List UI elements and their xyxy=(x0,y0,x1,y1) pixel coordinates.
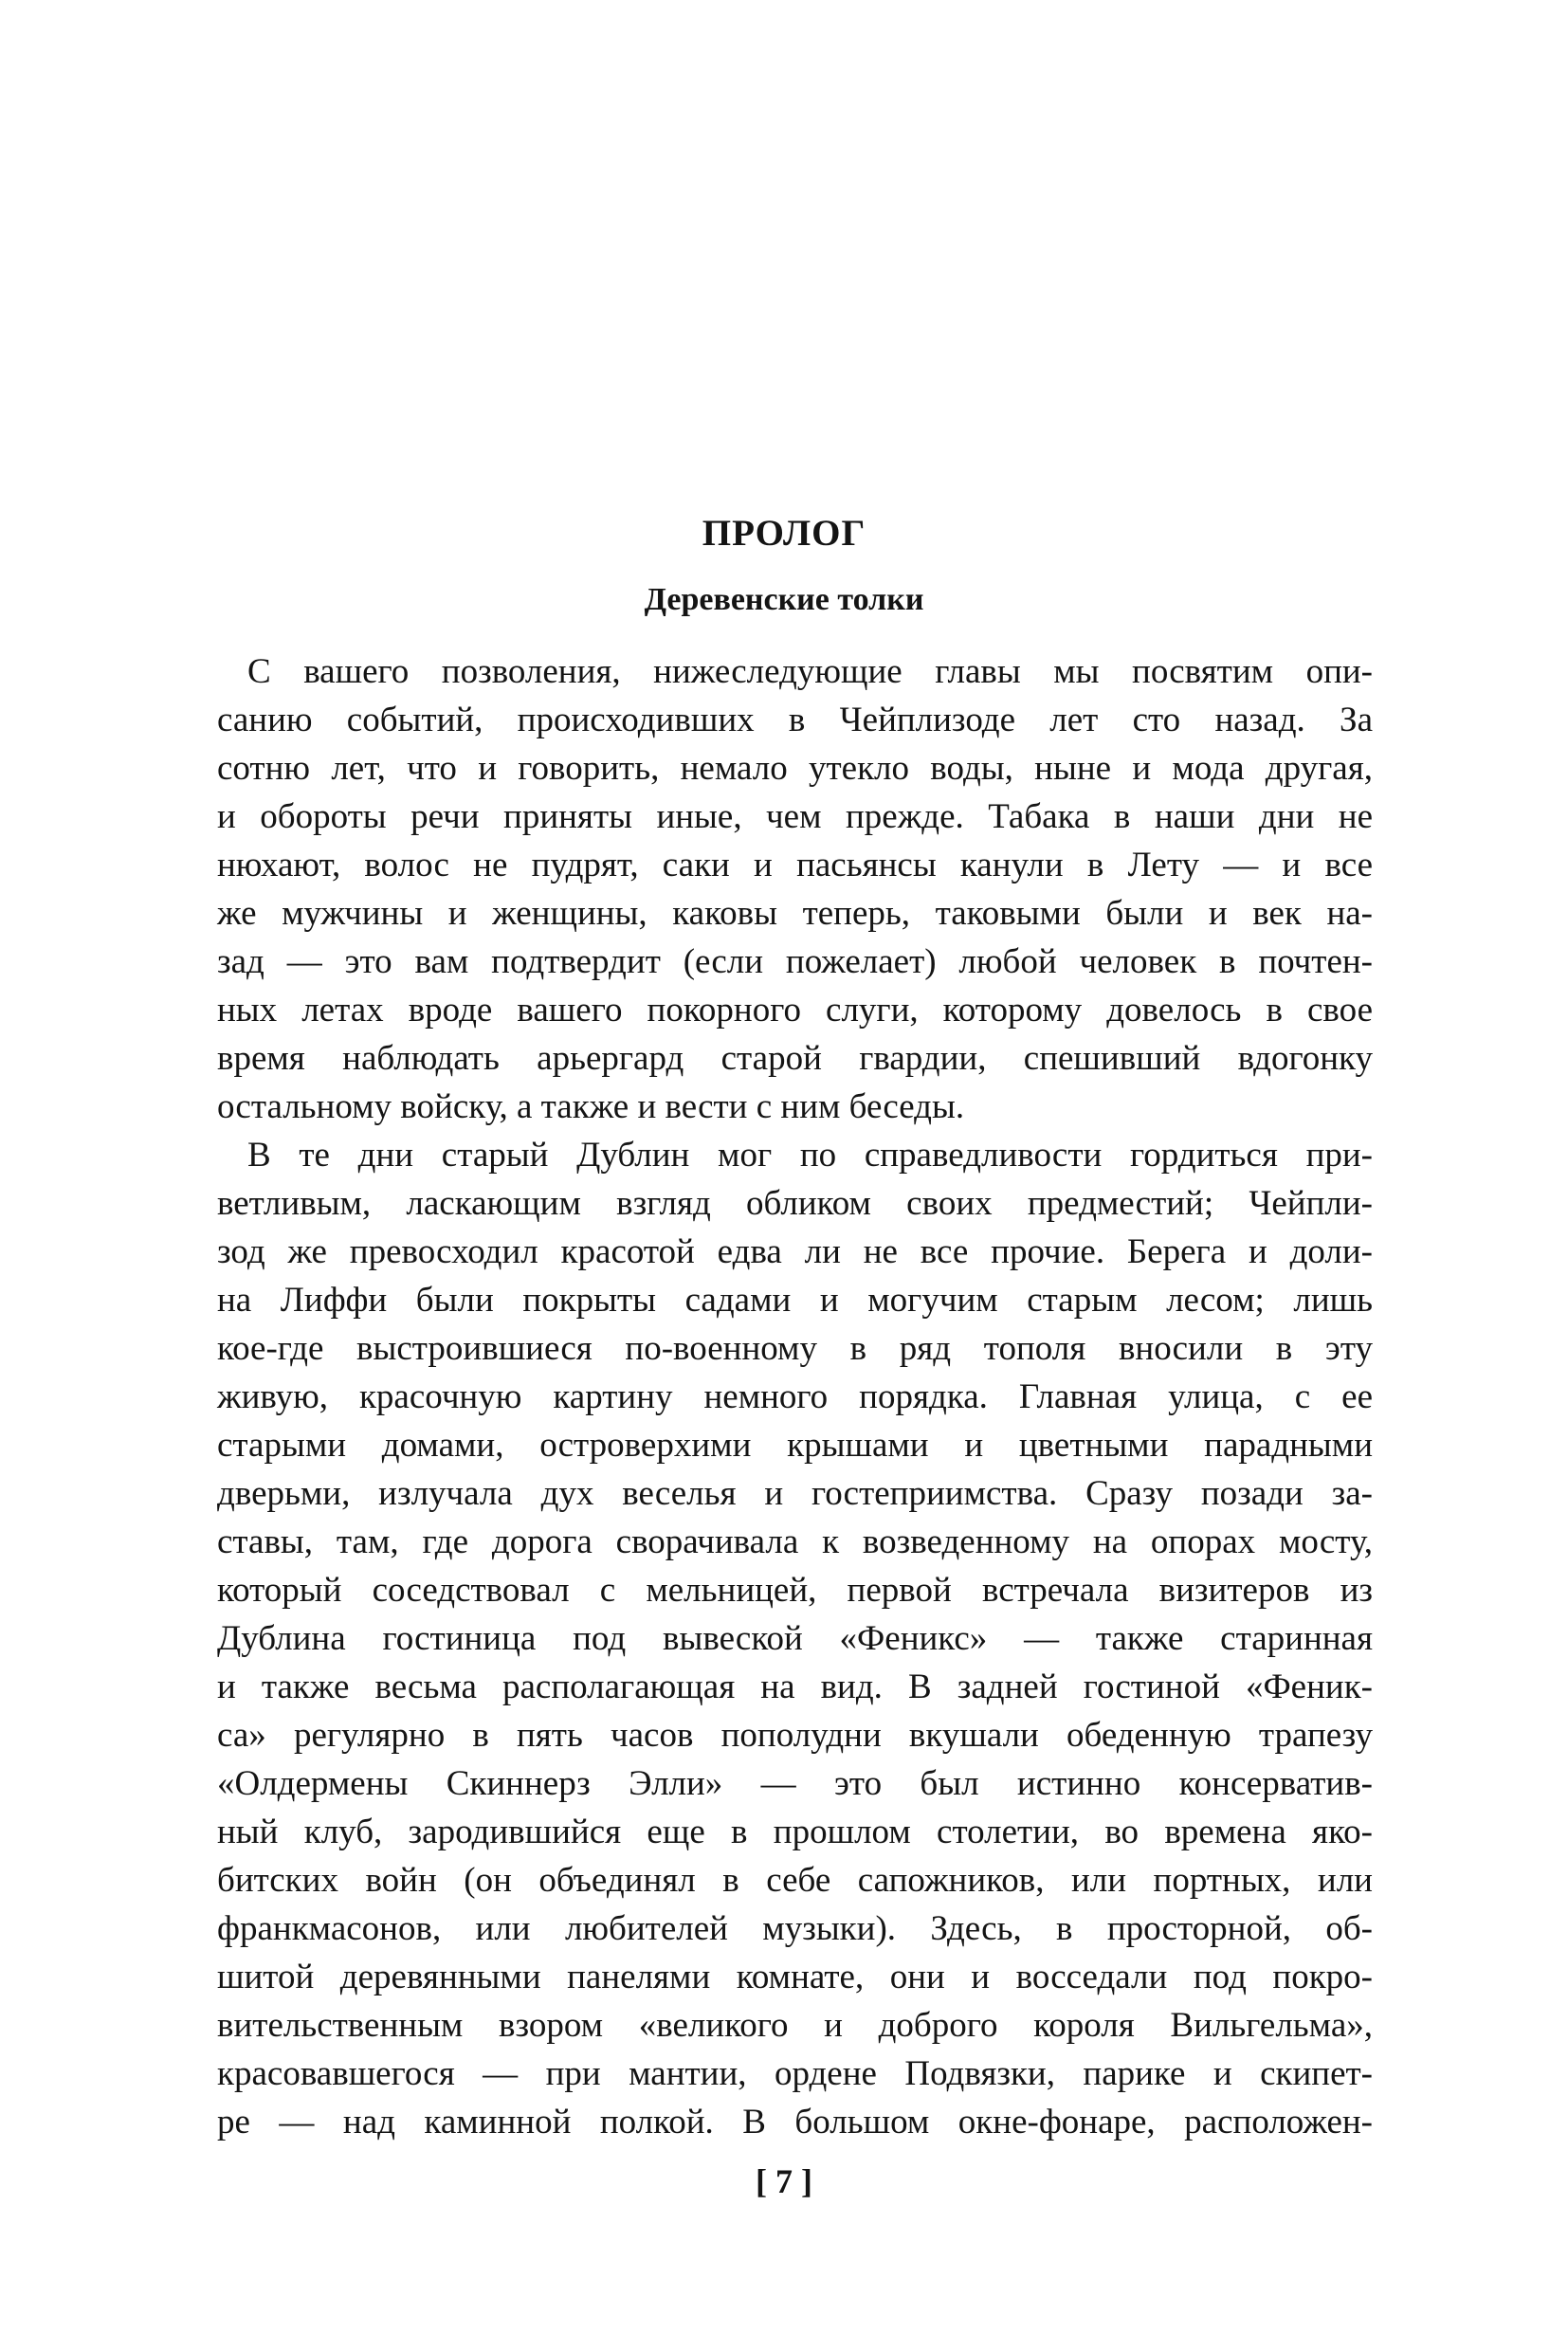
text-line: Дублина гостиница под вывеской «Феникс» — также старинная xyxy=(217,1619,1373,1658)
page-number: [ 7 ] xyxy=(756,2162,812,2200)
paragraph xyxy=(217,1131,1373,2146)
text-line: битских войн (он объединял в себе сапожников, или портных, или xyxy=(217,1861,1373,1900)
text-line: старыми домами, островерхими крышами и цветными парадными xyxy=(217,1426,1373,1465)
text-line: кое-где выстроившиеся по-военному в ряд тополя вносили в эту xyxy=(217,1329,1373,1368)
text-line: С вашего позволения, нижеследующие главы мы посвятим опи- xyxy=(247,652,1373,691)
text-line: который соседствовал с мельницей, первой встречала визитеров из xyxy=(217,1571,1373,1610)
body-text xyxy=(217,647,1373,2146)
text-line: В те дни старый Дублин мог по справедливости гордиться при- xyxy=(247,1136,1373,1175)
text-line: «Олдермены Скиннерз Элли» — это был истинно консерватив- xyxy=(217,1764,1373,1803)
text-line: время наблюдать арьергард старой гвардии, спешивший вдогонку xyxy=(217,1039,1373,1078)
paragraph xyxy=(217,647,1373,1131)
text-line: ставы, там, где дорога сворачивала к возведенному на опорах мосту, xyxy=(217,1522,1373,1561)
text-line: же мужчины и женщины, каковы теперь, таковыми были и век на- xyxy=(217,894,1373,933)
text-line: на Лиффи были покрыты садами и могучим старым лесом; лишь xyxy=(217,1281,1373,1320)
text-line: вительственным взором «великого и доброго короля Вильгельма», xyxy=(217,2006,1373,2045)
text-line: живую, красочную картину немного порядка. Главная улица, с ее xyxy=(217,1377,1373,1416)
text-line: зад — это вам подтвердит (если пожелает) любой человек в почтен- xyxy=(217,942,1373,981)
text-line: шитой деревянными панелями комнате, они и восседали под покро- xyxy=(217,1958,1373,1996)
text-line: и обороты речи приняты иные, чем прежде. Табака в наши дни не xyxy=(217,797,1373,836)
text-line: остальному войску, а также и вести с ним беседы. xyxy=(217,1087,965,1126)
text-line: ных летах вроде вашего покорного слуги, которому довелось в свое xyxy=(217,991,1373,1030)
text-line: нюхают, волос не пудрят, саки и пасьянсы канули в Лету — и все xyxy=(217,846,1373,884)
text-line: красовавшегося — при мантии, ордене Подвязки, парике и скипет- xyxy=(217,2054,1373,2093)
chapter-title: ПРОЛОГ xyxy=(702,513,866,554)
text-line: и также весьма располагающая на вид. В задней гостиной «Феник- xyxy=(217,1668,1373,1706)
text-line: ветливым, ласкающим взгляд обликом своих предместий; Чейпли- xyxy=(217,1184,1373,1223)
text-line: са» регулярно в пять часов пополудни вкушали обеденную трапезу xyxy=(217,1716,1373,1755)
text-line: сотню лет, что и говорить, немало утекло воды, ныне и мода другая, xyxy=(217,749,1373,788)
text-line: франкмасонов, или любителей музыки). Здесь, в просторной, об- xyxy=(217,1909,1373,1948)
text-line: ный клуб, зародившийся еще в прошлом столетии, во времена яко- xyxy=(217,1813,1373,1851)
text-line: дверьми, излучала дух веселья и гостеприимства. Сразу позади за- xyxy=(217,1474,1373,1513)
chapter-subtitle: Деревенские толки xyxy=(644,582,924,617)
text-line: санию событий, происходивших в Чейплизоде лет сто назад. За xyxy=(217,701,1373,739)
text-line: ре — над каминной полкой. В большом окне-фонаре, расположен- xyxy=(217,2103,1373,2141)
text-line: зод же превосходил красотой едва ли не все прочие. Берега и доли- xyxy=(217,1232,1373,1271)
